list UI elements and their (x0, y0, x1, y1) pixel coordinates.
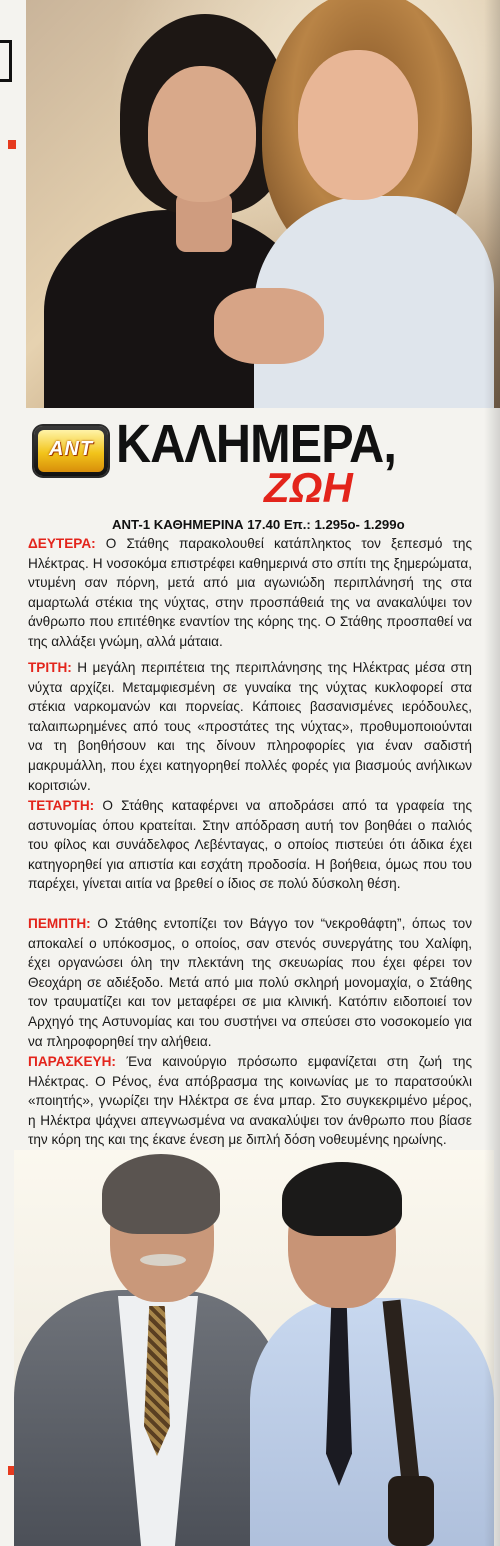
episode-wednesday (28, 796, 472, 894)
episode-text: Η μεγάλη περιπέτεια της περιπλάνησης της Ηλέκτρας μέσα στη νύχτα αρχίζει. Μεταμφιεσμένη σε γυναίκα της νύχτας κυκλοφορεί στα στέκια ναρκομανών και πορνείας. Κάποιες βασανισμένες ιερόδουλες, ταλαιπωρημένες από τους «προστάτες της νύχτας», προθυμοποιούνται να τη βοηθήσουν και της δίνουν πληροφορίες για έναν σαδιστή μακρυμάλλη, που έχει κατηγορηθεί πολλές φορές για βιασμούς ανήλικων κοριτσιών. (28, 660, 472, 793)
episode-text: Ο Στάθης εντοπίζει τον Βάγγο τον “νεκροθάφτη”, όπως τον αποκαλεί ο υπόκοσμος, ο οποίος, σαν στενός συνεργάτης του Χαλίφη, έχει οργανώσει όλη την πλεκτάνη της σκευωρίας που έχει φέρει τον Θεοχάρη σε αδιέξοδο. Μετά από μια πολύ σκληρή μονομαχία, ο Στάθης τον τραυματίζει και τον μεταφέρει σε μια κλινική. Κατόπιν ειδοποιεί τον Αρχηγό της Αστυνομίας και του συστήνει να σπεύσει στο νοσοκομείο για να πληροφορηθεί την αλήθεια. (28, 916, 472, 1049)
day-label: ΤΕΤΑΡΤΗ: (28, 798, 95, 813)
margin-red-marker (8, 140, 16, 149)
top-photo-two-women (26, 0, 500, 408)
day-label: ΔΕΥΤΕΡΑ: (28, 536, 96, 551)
episode-friday (28, 1052, 472, 1150)
episode-text: Ο Στάθης καταφέρνει να αποδράσει από τα γραφεία της αστυνομίας όπου κρατείται. Στην απόδραση αυτή τον βοηθάει ο παλιός του φίλος και συνάδελφος Λεβένταγας, ο οποίος πιστεύει ότι άδικα έχει κατηγορηθεί για απιστία και εσχάτη προδοσία. Η βοήθεια, όμως που του παρέχει, γίνεται αιτία να βρεθεί ο ίδιος σε πολύ δύσκολη θέση. (28, 798, 472, 892)
episode-text: Ο Στάθης παρακολουθεί κατάπληκτος τον ξεπεσμό της Ηλέκτρας. Η νοσοκόμα επιστρέφει καθημερινά στο σπίτι της ξημερώματα, ντυμένη σαν πόρνη, μετά από μια αγωνιώδη περιπλάνησή της στα αμαρτωλά στέκια της νύχτας, στην προσπάθειά της να ανακαλύψει τον άνθρωπο που επιτέθηκε εναντίον της κόρης της. Ο Στάθης προσπαθεί να της αλλάξει γνώμη, αλλά μάταια. (28, 536, 472, 649)
ant1-channel-logo (34, 426, 108, 476)
episode-tuesday (28, 658, 472, 795)
show-title-line1: ΚΑΛΗΜΕΡΑ, (116, 414, 396, 474)
page-edge-shadow (484, 0, 500, 1546)
day-label: ΠΑΡΑΣΚΕΥΗ: (28, 1054, 116, 1069)
broadcast-schedule: ΑΝΤ-1 ΚΑΘΗΜΕΡΙΝΑ 17.40 Επ.: 1.295ο- 1.299ο (112, 517, 405, 532)
show-title-line2: ΖΩΗ (264, 464, 353, 511)
day-label: ΠΕΜΠΤΗ: (28, 916, 91, 931)
bottom-photo-two-men (14, 1150, 494, 1546)
ant1-logo-text: ANT (48, 438, 94, 460)
day-label: ΤΡΙΤΗ: (28, 660, 72, 675)
episode-text: Ένα καινούργιο πρόσωπο εμφανίζεται στη ζωή της Ηλέκτρας. Ο Ρένος, ένα απόβρασμα της κοινωνίας με το παρατσούκλι «ποιητής», γνωρίζει την Ηλέκτρα σε ένα μπαρ. Στο συγκεκριμένο μέρος, η Ηλέκτρα ψάχνει απεγνωσμένα να ανακαλύψει τον άνθρωπο που βίασε την κόρη της και της έκανε ένεση με διπλή δόση νοθευμένης ηρωίνης. (28, 1054, 472, 1148)
episode-thursday (28, 914, 472, 1051)
episode-monday (28, 534, 472, 652)
margin-bracket-mark (0, 40, 12, 82)
